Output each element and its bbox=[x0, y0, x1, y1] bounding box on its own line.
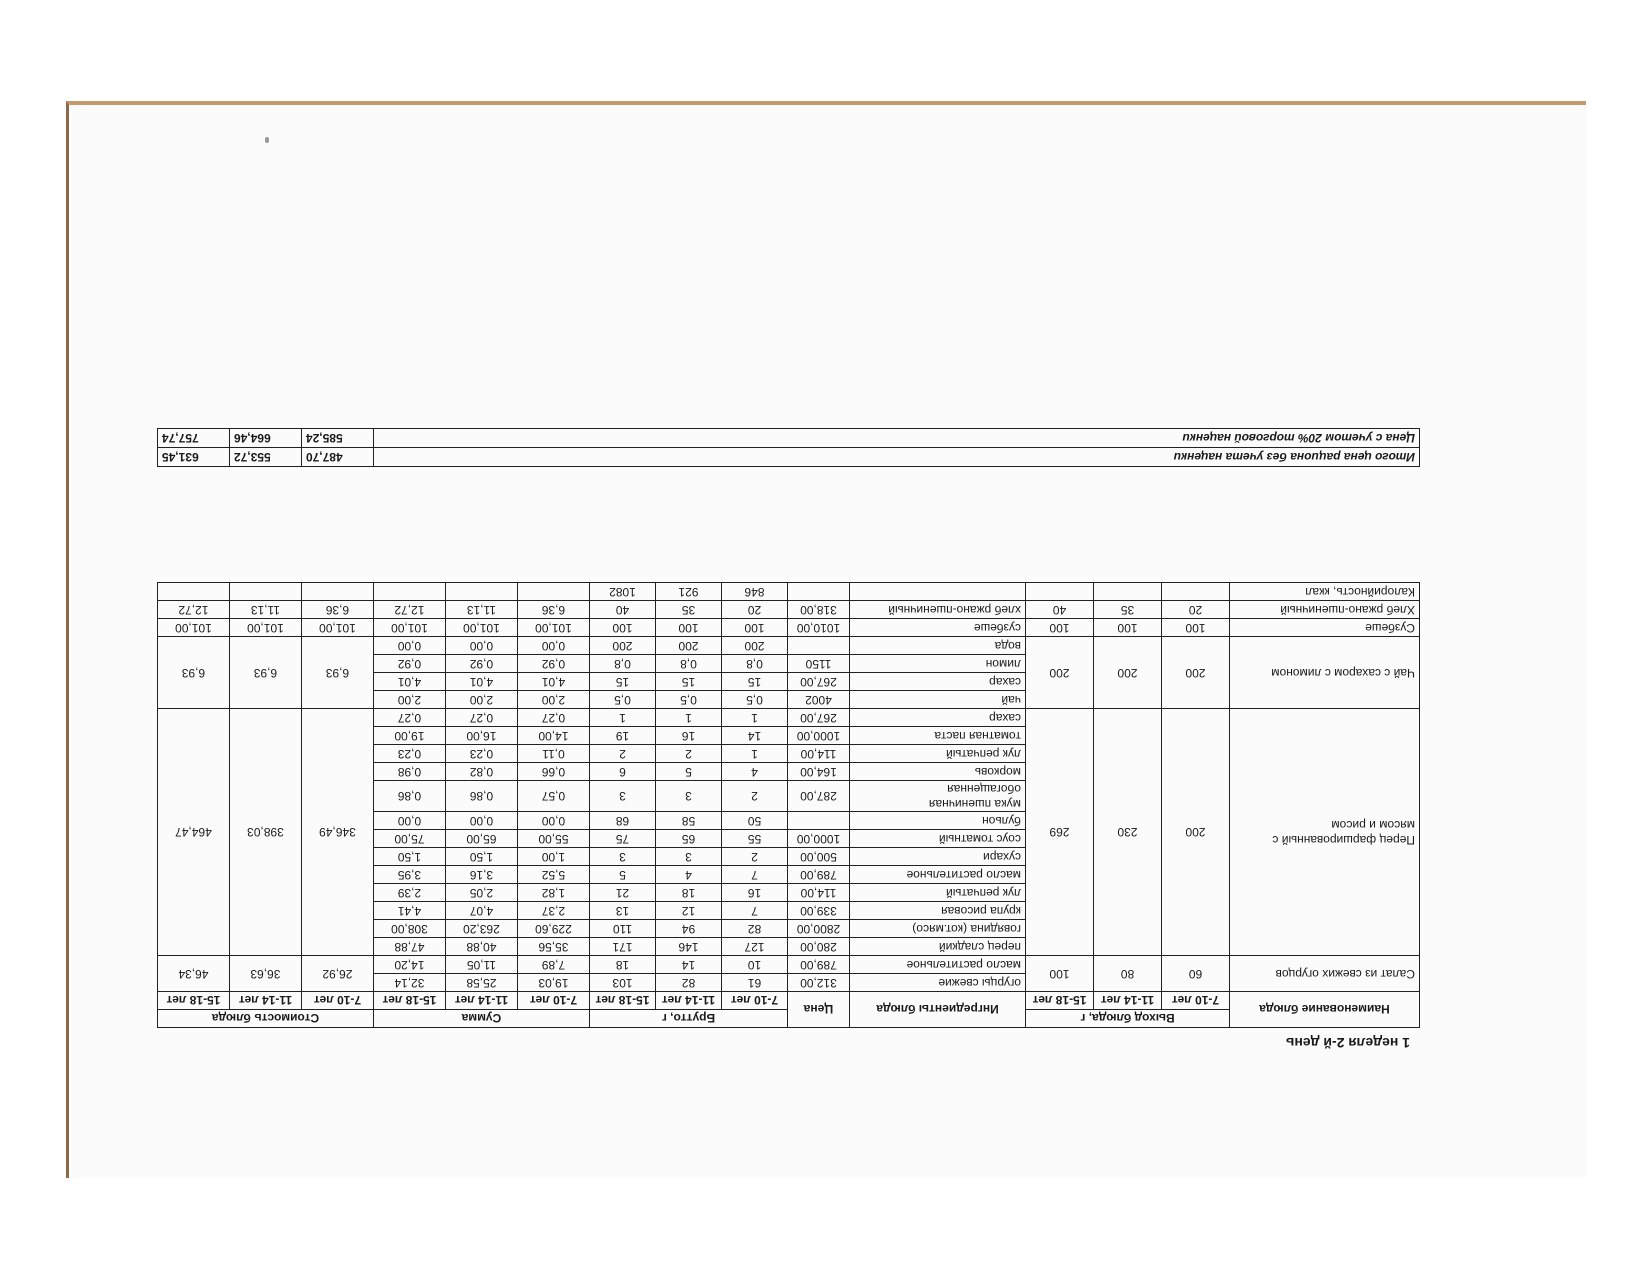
gross-cell: 7 bbox=[722, 902, 788, 920]
cost-cell: 26,92 bbox=[301, 956, 373, 992]
sum-cell: 11,13 bbox=[445, 601, 517, 619]
gross-cell: 7 bbox=[722, 866, 788, 884]
price-cell: 339,00 bbox=[788, 902, 850, 920]
output-cell: 200 bbox=[1162, 637, 1230, 709]
total-value: 631,45 bbox=[158, 448, 230, 467]
gross-cell: 50 bbox=[722, 812, 788, 830]
sum-cell: 0,92 bbox=[517, 655, 589, 673]
menu-cost-table bbox=[157, 582, 1420, 1028]
gross-cell: 6 bbox=[589, 763, 655, 781]
sum-cell: 0,27 bbox=[517, 709, 589, 727]
price-cell: 4002 bbox=[788, 691, 850, 709]
sum-cell: 19,03 bbox=[517, 974, 589, 992]
sum-cell: 101,00 bbox=[445, 619, 517, 637]
output-cell: 60 bbox=[1162, 956, 1230, 992]
header-age: 11-14 лет bbox=[229, 992, 301, 1010]
table-row bbox=[157, 601, 1419, 619]
gross-cell: 61 bbox=[722, 974, 788, 992]
totals-label: Цена с учетом 20% торговой наценки bbox=[374, 429, 1420, 448]
sum-cell bbox=[373, 583, 445, 601]
sum-cell: 0,86 bbox=[445, 781, 517, 812]
output-cell: 200 bbox=[1162, 709, 1230, 956]
price-cell: 1000,00 bbox=[788, 830, 850, 848]
header-price: Цена bbox=[788, 992, 850, 1028]
price-cell: 789,00 bbox=[788, 866, 850, 884]
header-age: 7-10 лет bbox=[722, 992, 788, 1010]
output-cell bbox=[1094, 583, 1162, 601]
gross-cell: 0,8 bbox=[722, 655, 788, 673]
gross-cell: 100 bbox=[656, 619, 722, 637]
ingredient-name: сузбеше bbox=[850, 619, 1026, 637]
sum-cell: 1,50 bbox=[373, 848, 445, 866]
gross-cell: 2 bbox=[589, 745, 655, 763]
gross-cell: 14 bbox=[656, 956, 722, 974]
cost-cell: 6,36 bbox=[301, 601, 373, 619]
sum-cell bbox=[445, 583, 517, 601]
sum-cell: 0,23 bbox=[445, 745, 517, 763]
gross-cell: 10 bbox=[722, 956, 788, 974]
gross-cell: 82 bbox=[656, 974, 722, 992]
gross-cell: 18 bbox=[589, 956, 655, 974]
gross-cell: 14 bbox=[722, 727, 788, 745]
sum-cell: 0,00 bbox=[373, 637, 445, 655]
gross-cell: 21 bbox=[589, 884, 655, 902]
header-gross: Брутто, г bbox=[589, 1010, 787, 1028]
price-cell: 1000,00 bbox=[788, 727, 850, 745]
output-cell: 200 bbox=[1026, 637, 1094, 709]
gross-cell: 5 bbox=[589, 866, 655, 884]
header-age: 15-18 лет bbox=[589, 992, 655, 1010]
gross-cell: 16 bbox=[722, 884, 788, 902]
sum-cell: 0,00 bbox=[445, 812, 517, 830]
sum-cell: 3,95 bbox=[373, 866, 445, 884]
header-sum: Сумма bbox=[373, 1010, 589, 1028]
gross-cell: 171 bbox=[589, 938, 655, 956]
output-cell: 80 bbox=[1094, 956, 1162, 992]
cost-cell: 101,00 bbox=[157, 619, 229, 637]
gross-cell: 921 bbox=[656, 583, 722, 601]
gross-cell: 68 bbox=[589, 812, 655, 830]
gross-cell: 200 bbox=[722, 637, 788, 655]
output-cell: 200 bbox=[1094, 637, 1162, 709]
gross-cell: 146 bbox=[656, 938, 722, 956]
dish-name: Сузбеше bbox=[1230, 619, 1420, 637]
gross-cell: 0,5 bbox=[722, 691, 788, 709]
sum-cell: 14,20 bbox=[373, 956, 445, 974]
sum-cell: 32,14 bbox=[373, 974, 445, 992]
sum-cell: 0,23 bbox=[373, 745, 445, 763]
sum-cell: 3,16 bbox=[445, 866, 517, 884]
sum-cell: 0,11 bbox=[517, 745, 589, 763]
sum-cell: 2,00 bbox=[445, 691, 517, 709]
gross-cell: 0,5 bbox=[656, 691, 722, 709]
price-cell: 287,00 bbox=[788, 781, 850, 812]
price-cell: 114,00 bbox=[788, 884, 850, 902]
price-cell: 1010,00 bbox=[788, 619, 850, 637]
sum-cell: 40,88 bbox=[445, 938, 517, 956]
header-age: 15-18 лет bbox=[1026, 992, 1094, 1010]
gross-cell: 35 bbox=[656, 601, 722, 619]
gross-cell: 3 bbox=[656, 848, 722, 866]
sum-cell: 2,00 bbox=[517, 691, 589, 709]
ingredient-name: морковь bbox=[850, 763, 1026, 781]
gross-cell: 1082 bbox=[589, 583, 655, 601]
sum-cell: 19,00 bbox=[373, 727, 445, 745]
ingredient-name: масло растительное bbox=[850, 866, 1026, 884]
header-age: 11-14 лет bbox=[445, 992, 517, 1010]
sum-cell: 0,00 bbox=[373, 812, 445, 830]
cost-cell: 46,34 bbox=[157, 956, 229, 992]
scan-speck bbox=[265, 137, 269, 143]
gross-cell: 127 bbox=[722, 938, 788, 956]
cost-cell: 6,93 bbox=[229, 637, 301, 709]
price-cell: 500,00 bbox=[788, 848, 850, 866]
gross-cell: 5 bbox=[656, 763, 722, 781]
cost-cell: 11,13 bbox=[229, 601, 301, 619]
price-cell: 318,00 bbox=[788, 601, 850, 619]
table-row bbox=[157, 938, 1419, 956]
ingredient-name: масло растительное bbox=[850, 956, 1026, 974]
header-dish: Наименование блюда bbox=[1230, 992, 1420, 1028]
price-cell bbox=[788, 812, 850, 830]
gross-cell: 846 bbox=[722, 583, 788, 601]
sum-cell: 5,52 bbox=[517, 866, 589, 884]
ingredient-name: вода bbox=[850, 637, 1026, 655]
sum-cell: 11,05 bbox=[445, 956, 517, 974]
cost-cell bbox=[229, 583, 301, 601]
table-row bbox=[157, 691, 1419, 709]
gross-cell: 4 bbox=[722, 763, 788, 781]
sum-cell: 0,27 bbox=[445, 709, 517, 727]
sum-cell: 65,00 bbox=[445, 830, 517, 848]
gross-cell: 65 bbox=[656, 830, 722, 848]
sum-cell: 7,89 bbox=[517, 956, 589, 974]
gross-cell: 40 bbox=[589, 601, 655, 619]
sum-cell: 2,39 bbox=[373, 884, 445, 902]
price-cell: 267,00 bbox=[788, 673, 850, 691]
dish-name: Калорийность, ккал bbox=[1230, 583, 1420, 601]
sum-cell: 2,00 bbox=[373, 691, 445, 709]
sum-cell: 0,66 bbox=[517, 763, 589, 781]
ingredient-name: крупа рисовая bbox=[850, 902, 1026, 920]
sum-cell: 0,57 bbox=[517, 781, 589, 812]
gross-cell: 58 bbox=[656, 812, 722, 830]
output-cell: 100 bbox=[1026, 956, 1094, 992]
gross-cell: 3 bbox=[656, 781, 722, 812]
sum-cell: 1,82 bbox=[517, 884, 589, 902]
price-cell bbox=[788, 583, 850, 601]
sum-cell: 4,01 bbox=[517, 673, 589, 691]
sum-cell: 4,01 bbox=[373, 673, 445, 691]
price-cell: 267,00 bbox=[788, 709, 850, 727]
output-cell: 20 bbox=[1162, 601, 1230, 619]
cost-cell: 6,93 bbox=[301, 637, 373, 709]
price-cell: 789,00 bbox=[788, 956, 850, 974]
ingredient-name: лук репчатый bbox=[850, 745, 1026, 763]
sum-cell: 25,58 bbox=[445, 974, 517, 992]
sum-cell: 0,00 bbox=[445, 637, 517, 655]
gross-cell: 18 bbox=[656, 884, 722, 902]
header-age: 11-14 лет bbox=[1094, 992, 1162, 1010]
sum-cell: 14,00 bbox=[517, 727, 589, 745]
sum-cell: 0,00 bbox=[517, 812, 589, 830]
gross-cell: 110 bbox=[589, 920, 655, 938]
sum-cell: 0,92 bbox=[373, 655, 445, 673]
sum-cell: 229,60 bbox=[517, 920, 589, 938]
totals-table bbox=[157, 428, 1420, 467]
gross-cell: 82 bbox=[722, 920, 788, 938]
price-cell: 280,00 bbox=[788, 938, 850, 956]
gross-cell: 200 bbox=[589, 637, 655, 655]
gross-cell: 20 bbox=[722, 601, 788, 619]
ingredient-name: чай bbox=[850, 691, 1026, 709]
gross-cell: 15 bbox=[656, 673, 722, 691]
cost-cell: 346,49 bbox=[301, 709, 373, 956]
sum-cell: 0,86 bbox=[373, 781, 445, 812]
output-cell: 100 bbox=[1026, 619, 1094, 637]
ingredient-name: сухари bbox=[850, 848, 1026, 866]
ingredient-name: томатная паста bbox=[850, 727, 1026, 745]
ingredient-name bbox=[850, 583, 1026, 601]
cost-cell: 398,03 bbox=[229, 709, 301, 956]
gross-cell: 0,8 bbox=[589, 655, 655, 673]
table-row bbox=[157, 583, 1419, 601]
price-cell: 312,00 bbox=[788, 974, 850, 992]
gross-cell: 12 bbox=[656, 902, 722, 920]
sum-cell: 12,72 bbox=[373, 601, 445, 619]
header-age: 7-10 лет bbox=[301, 992, 373, 1010]
output-cell bbox=[1162, 583, 1230, 601]
cost-cell bbox=[301, 583, 373, 601]
totals-label: Итого цена рациона без учета наценки bbox=[374, 448, 1420, 467]
header-output: Выход блюда, г bbox=[1026, 1010, 1230, 1028]
gross-cell: 200 bbox=[656, 637, 722, 655]
header-age: 11-14 лет bbox=[656, 992, 722, 1010]
output-cell: 100 bbox=[1162, 619, 1230, 637]
header-age: 7-10 лет bbox=[517, 992, 589, 1010]
price-cell: 164,00 bbox=[788, 763, 850, 781]
header-age: 15-18 лет bbox=[157, 992, 229, 1010]
ingredient-name: лимон bbox=[850, 655, 1026, 673]
gross-cell: 94 bbox=[656, 920, 722, 938]
sum-cell: 6,36 bbox=[517, 601, 589, 619]
output-cell bbox=[1026, 583, 1094, 601]
ingredient-name: говядина (кот.мясо) bbox=[850, 920, 1026, 938]
page-heading: 1 неделя 2-й день bbox=[1285, 1035, 1410, 1051]
gross-cell: 75 bbox=[589, 830, 655, 848]
gross-cell: 1 bbox=[722, 709, 788, 727]
ingredient-name: соус томатный bbox=[850, 830, 1026, 848]
ingredient-name: бульон bbox=[850, 812, 1026, 830]
gross-cell: 100 bbox=[589, 619, 655, 637]
cost-cell: 6,93 bbox=[157, 637, 229, 709]
sum-cell: 101,00 bbox=[517, 619, 589, 637]
price-cell: 2800,00 bbox=[788, 920, 850, 938]
gross-cell: 15 bbox=[589, 673, 655, 691]
sum-cell: 4,07 bbox=[445, 902, 517, 920]
price-cell: 114,00 bbox=[788, 745, 850, 763]
gross-cell: 4 bbox=[656, 866, 722, 884]
ingredient-name: лук репчатый bbox=[850, 884, 1026, 902]
totals-row-no-markup bbox=[158, 448, 1420, 467]
sum-cell: 2,37 bbox=[517, 902, 589, 920]
total-value: 664,46 bbox=[230, 429, 302, 448]
ingredient-name: сахар bbox=[850, 673, 1026, 691]
total-value: 757,74 bbox=[158, 429, 230, 448]
gross-cell: 100 bbox=[722, 619, 788, 637]
sum-cell: 16,00 bbox=[445, 727, 517, 745]
ingredient-name: хлеб ржано-пшеничный bbox=[850, 601, 1026, 619]
total-value: 553,72 bbox=[230, 448, 302, 467]
output-cell: 35 bbox=[1094, 601, 1162, 619]
ingredient-name: перец сладкий bbox=[850, 938, 1026, 956]
sum-cell: 0,00 bbox=[517, 637, 589, 655]
output-cell: 100 bbox=[1094, 619, 1162, 637]
total-value: 585,24 bbox=[302, 429, 374, 448]
gross-cell: 19 bbox=[589, 727, 655, 745]
sum-cell: 308,00 bbox=[373, 920, 445, 938]
sum-cell: 0,82 bbox=[445, 763, 517, 781]
output-cell: 269 bbox=[1026, 709, 1094, 956]
gross-cell: 0,5 bbox=[589, 691, 655, 709]
sum-cell bbox=[517, 583, 589, 601]
header-age: 7-10 лет bbox=[1162, 992, 1230, 1010]
gross-cell: 0,8 bbox=[656, 655, 722, 673]
ingredient-name: мука пшеничная обогащенная bbox=[850, 781, 1026, 812]
price-cell: 1150 bbox=[788, 655, 850, 673]
sum-cell: 1,00 bbox=[517, 848, 589, 866]
gross-cell: 16 bbox=[656, 727, 722, 745]
output-cell: 230 bbox=[1094, 709, 1162, 956]
output-cell: 40 bbox=[1026, 601, 1094, 619]
sum-cell: 263,20 bbox=[445, 920, 517, 938]
sum-cell: 55,00 bbox=[517, 830, 589, 848]
dish-name: Перец фаршированный с мясом и рисом bbox=[1230, 709, 1420, 956]
gross-cell: 2 bbox=[722, 781, 788, 812]
table-row bbox=[157, 974, 1419, 992]
ingredient-name: сахар bbox=[850, 709, 1026, 727]
gross-cell: 103 bbox=[589, 974, 655, 992]
gross-cell: 55 bbox=[722, 830, 788, 848]
dish-name: Салат из свежих огурцов bbox=[1230, 956, 1420, 992]
sum-cell: 0,92 bbox=[445, 655, 517, 673]
ingredient-name: огурцы свежие bbox=[850, 974, 1026, 992]
cost-cell: 101,00 bbox=[301, 619, 373, 637]
header-cost: Стоимость блюда bbox=[157, 1010, 373, 1028]
totals-row-markup bbox=[158, 429, 1420, 448]
gross-cell: 1 bbox=[656, 709, 722, 727]
gross-cell: 2 bbox=[722, 848, 788, 866]
cost-cell: 12,72 bbox=[157, 601, 229, 619]
gross-cell: 13 bbox=[589, 902, 655, 920]
gross-cell: 1 bbox=[589, 709, 655, 727]
gross-cell: 3 bbox=[589, 781, 655, 812]
table-row bbox=[157, 619, 1419, 637]
gross-cell: 3 bbox=[589, 848, 655, 866]
sum-cell: 101,00 bbox=[373, 619, 445, 637]
cost-cell bbox=[157, 583, 229, 601]
header-ingredients: Ингредиенты блюда bbox=[850, 992, 1026, 1028]
sum-cell: 35,56 bbox=[517, 938, 589, 956]
sum-cell: 75,00 bbox=[373, 830, 445, 848]
gross-cell: 1 bbox=[722, 745, 788, 763]
gross-cell: 2 bbox=[656, 745, 722, 763]
dish-name: Хлеб ржано-пшеничный bbox=[1230, 601, 1420, 619]
sum-cell: 1,50 bbox=[445, 848, 517, 866]
header-age: 15-18 лет bbox=[373, 992, 445, 1010]
sum-cell: 4,41 bbox=[373, 902, 445, 920]
sum-cell: 2,05 bbox=[445, 884, 517, 902]
dish-name: Чай с сахаром с лимоном bbox=[1230, 637, 1420, 709]
sum-cell: 0,27 bbox=[373, 709, 445, 727]
cost-cell: 464,47 bbox=[157, 709, 229, 956]
cost-cell: 101,00 bbox=[229, 619, 301, 637]
sum-cell: 0,98 bbox=[373, 763, 445, 781]
total-value: 487,70 bbox=[302, 448, 374, 467]
cost-cell: 36,63 bbox=[229, 956, 301, 992]
sum-cell: 47,88 bbox=[373, 938, 445, 956]
price-cell bbox=[788, 637, 850, 655]
sum-cell: 4,01 bbox=[445, 673, 517, 691]
gross-cell: 15 bbox=[722, 673, 788, 691]
menu-table-body bbox=[157, 583, 1419, 992]
